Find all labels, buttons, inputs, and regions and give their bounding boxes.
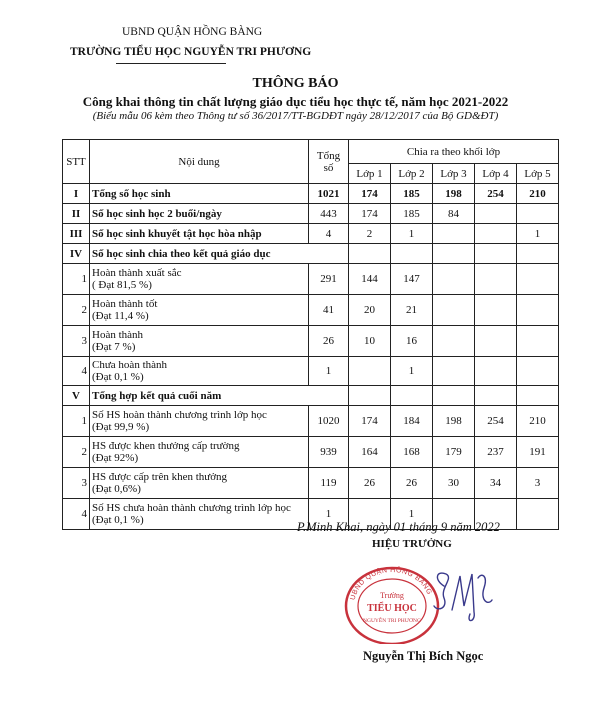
content-percent: (Đạt 11,4 %)	[92, 310, 149, 322]
content-label: HS được khen thưởng cấp trường	[92, 440, 240, 452]
grade-2-cell: 1	[391, 499, 433, 530]
total-cell: 1021	[309, 184, 349, 204]
total-cell: 119	[309, 468, 349, 499]
svg-text:NGUYỄN TRI PHƯƠNG: NGUYỄN TRI PHƯƠNG	[363, 618, 421, 624]
content-percent: (Đạt 7 %)	[92, 341, 136, 353]
grade-5-cell: 3	[517, 468, 559, 499]
grade-1-header: Lớp 1	[349, 164, 391, 184]
table-row	[63, 224, 559, 244]
content-cell	[90, 386, 349, 406]
content-label: Số học sinh chia theo kết quả giáo dục	[92, 247, 271, 260]
signature-date: P.Minh Khai, ngày 01 tháng 9 năm 2022	[297, 520, 500, 534]
content-cell	[90, 357, 309, 386]
content-cell	[90, 204, 309, 224]
content-cell	[90, 295, 309, 326]
school-header: TRƯỜNG TIỂU HỌC NGUYỄN TRI PHƯƠNG	[70, 46, 312, 58]
empty-cell	[433, 386, 475, 406]
table-row	[63, 264, 559, 295]
grade-1-cell: 164	[349, 437, 391, 468]
content-label: Hoàn thành	[92, 329, 144, 341]
grade-4-cell	[475, 224, 517, 244]
total-cell: 1020	[309, 406, 349, 437]
content-cell	[90, 326, 309, 357]
total-cell: 4	[309, 224, 349, 244]
grade-5-cell	[517, 326, 559, 357]
stt-cell: II	[63, 204, 90, 224]
grade-4-cell: 254	[475, 184, 517, 204]
grade-3-cell	[433, 357, 475, 386]
signer-role: HIỆU TRƯỞNG	[372, 538, 452, 550]
content-label: Hoàn thành xuất sắc	[92, 267, 182, 279]
legal-note: (Biểu mẫu 06 kèm theo Thông tư số 36/2017/TT-BGDĐT ngày 28/12/2017 của Bộ GD&ĐT)	[92, 110, 499, 122]
grade-4-cell	[475, 326, 517, 357]
grade-1-cell: 26	[349, 468, 391, 499]
table-row	[63, 437, 559, 468]
grade-5-cell: 210	[517, 406, 559, 437]
content-percent: (Đạt 0,1 %)	[92, 371, 144, 383]
grade-1-cell: 174	[349, 406, 391, 437]
empty-cell	[349, 386, 391, 406]
stt-cell: 1	[63, 264, 90, 295]
empty-cell	[391, 386, 433, 406]
content-percent: ( Đạt 81,5 %)	[92, 279, 152, 291]
total-cell: 291	[309, 264, 349, 295]
table-row	[63, 295, 559, 326]
total-cell: 939	[309, 437, 349, 468]
content-cell	[90, 184, 309, 204]
grade-4-cell: 34	[475, 468, 517, 499]
grade-2-cell: 185	[391, 204, 433, 224]
content-percent: (Đạt 0,6%)	[92, 483, 141, 495]
grade-5-cell	[517, 204, 559, 224]
content-header: Nội dung	[90, 140, 309, 184]
svg-text:UBND QUẬN HỒNG BÀNG: UBND QUẬN HỒNG BÀNG	[349, 566, 433, 601]
stt-cell: IV	[63, 244, 90, 264]
grade-4-cell: 254	[475, 406, 517, 437]
document-subtitle: Công khai thông tin chất lượng giáo dục tiểu học thực tế, năm học 2021-2022	[82, 94, 509, 109]
content-cell	[90, 406, 309, 437]
table-row	[63, 357, 559, 386]
total-cell: 443	[309, 204, 349, 224]
grade-1-cell: 2	[349, 224, 391, 244]
grade-5-cell: 1	[517, 224, 559, 244]
stt-cell: 3	[63, 326, 90, 357]
table-row	[63, 184, 559, 204]
table-row	[63, 326, 559, 357]
content-label: HS được cấp trên khen thưởng	[92, 471, 228, 483]
stt-cell: I	[63, 184, 90, 204]
content-percent: (Đạt 92%)	[92, 452, 139, 464]
grade-5-cell	[517, 295, 559, 326]
header-underline	[116, 63, 226, 64]
grade-5-cell: 210	[517, 184, 559, 204]
content-cell	[90, 499, 309, 530]
grade-3-cell: 179	[433, 437, 475, 468]
table-row	[63, 468, 559, 499]
svg-text:TIỂU HỌC: TIỂU HỌC	[367, 603, 417, 614]
grade-4-cell: 237	[475, 437, 517, 468]
section-row	[63, 244, 559, 264]
school-stamp	[342, 562, 442, 644]
total-cell: 26	[309, 326, 349, 357]
grade-1-cell: 20	[349, 295, 391, 326]
total-cell: 1	[309, 499, 349, 530]
grade-2-header: Lớp 2	[391, 164, 433, 184]
grade-5-header: Lớp 5	[517, 164, 559, 184]
grade-3-cell	[433, 326, 475, 357]
grade-3-cell	[433, 295, 475, 326]
content-label: Hoàn thành tốt	[92, 298, 158, 310]
grade-1-cell: 174	[349, 204, 391, 224]
grade-4-header: Lớp 4	[475, 164, 517, 184]
stt-cell: 3	[63, 468, 90, 499]
signer-name: Nguyễn Thị Bích Ngọc	[363, 649, 484, 663]
grade-5-cell	[517, 499, 559, 530]
grade-1-cell: 174	[349, 184, 391, 204]
content-cell	[90, 264, 309, 295]
content-label: Tổng số học sinh	[92, 187, 171, 200]
content-cell	[90, 224, 309, 244]
stt-cell: 4	[63, 357, 90, 386]
content-cell	[90, 244, 349, 264]
grade-3-cell: 30	[433, 468, 475, 499]
total-header: Tổng số	[309, 140, 349, 184]
content-percent: (Đạt 99,9 %)	[92, 421, 150, 433]
content-cell	[90, 468, 309, 499]
grade-1-cell	[349, 357, 391, 386]
grade-4-cell	[475, 295, 517, 326]
content-label: Tổng hợp kết quả cuối năm	[92, 389, 222, 402]
stt-cell: III	[63, 224, 90, 244]
grade-1-cell: 10	[349, 326, 391, 357]
empty-cell	[391, 244, 433, 264]
empty-cell	[517, 244, 559, 264]
document-title: THÔNG BÁO	[252, 76, 339, 91]
content-label: Chưa hoàn thành	[92, 359, 168, 371]
grade-4-cell	[475, 264, 517, 295]
grade-3-cell: 198	[433, 184, 475, 204]
stt-header: STT	[63, 140, 90, 184]
content-label: Số HS hoàn thành chương trình lớp học	[92, 409, 267, 421]
grade-2-cell: 1	[391, 224, 433, 244]
section-row	[63, 386, 559, 406]
empty-cell	[475, 244, 517, 264]
grade-split-header: Chia ra theo khối lớp	[349, 140, 559, 164]
stt-cell: 2	[63, 437, 90, 468]
grade-2-cell: 168	[391, 437, 433, 468]
content-percent: (Đạt 0,1 %)	[92, 514, 144, 526]
grade-3-cell: 84	[433, 204, 475, 224]
empty-cell	[349, 244, 391, 264]
grade-2-cell: 26	[391, 468, 433, 499]
total-cell: 41	[309, 295, 349, 326]
grade-3-header: Lớp 3	[433, 164, 475, 184]
grade-3-cell: 198	[433, 406, 475, 437]
stt-cell: V	[63, 386, 90, 406]
empty-cell	[475, 386, 517, 406]
grade-3-cell	[433, 264, 475, 295]
content-label: Số học sinh khuyết tật học hòa nhập	[92, 227, 262, 240]
grade-5-cell	[517, 264, 559, 295]
content-label: Số học sinh học 2 buổi/ngày	[92, 207, 222, 220]
agency-header: UBND QUẬN HỒNG BÀNG	[122, 26, 263, 38]
empty-cell	[517, 386, 559, 406]
grade-2-cell: 1	[391, 357, 433, 386]
content-cell	[90, 437, 309, 468]
grade-4-cell	[475, 204, 517, 224]
handwritten-signature	[430, 566, 494, 632]
empty-cell	[433, 244, 475, 264]
grade-3-cell	[433, 224, 475, 244]
grade-1-cell: 144	[349, 264, 391, 295]
grade-4-cell	[475, 357, 517, 386]
stt-cell: 4	[63, 499, 90, 530]
table-row	[63, 204, 559, 224]
content-label: Số HS chưa hoàn thành chương trình lớp học	[92, 502, 291, 514]
grade-2-cell: 21	[391, 295, 433, 326]
grade-2-cell: 16	[391, 326, 433, 357]
table-row	[63, 406, 559, 437]
stt-cell: 2	[63, 295, 90, 326]
grade-2-cell: 184	[391, 406, 433, 437]
education-quality-table	[62, 139, 559, 530]
grade-5-cell: 191	[517, 437, 559, 468]
grade-2-cell: 185	[391, 184, 433, 204]
svg-text:Trường: Trường	[380, 591, 404, 600]
grade-2-cell: 147	[391, 264, 433, 295]
grade-5-cell	[517, 357, 559, 386]
total-cell: 1	[309, 357, 349, 386]
stt-cell: 1	[63, 406, 90, 437]
